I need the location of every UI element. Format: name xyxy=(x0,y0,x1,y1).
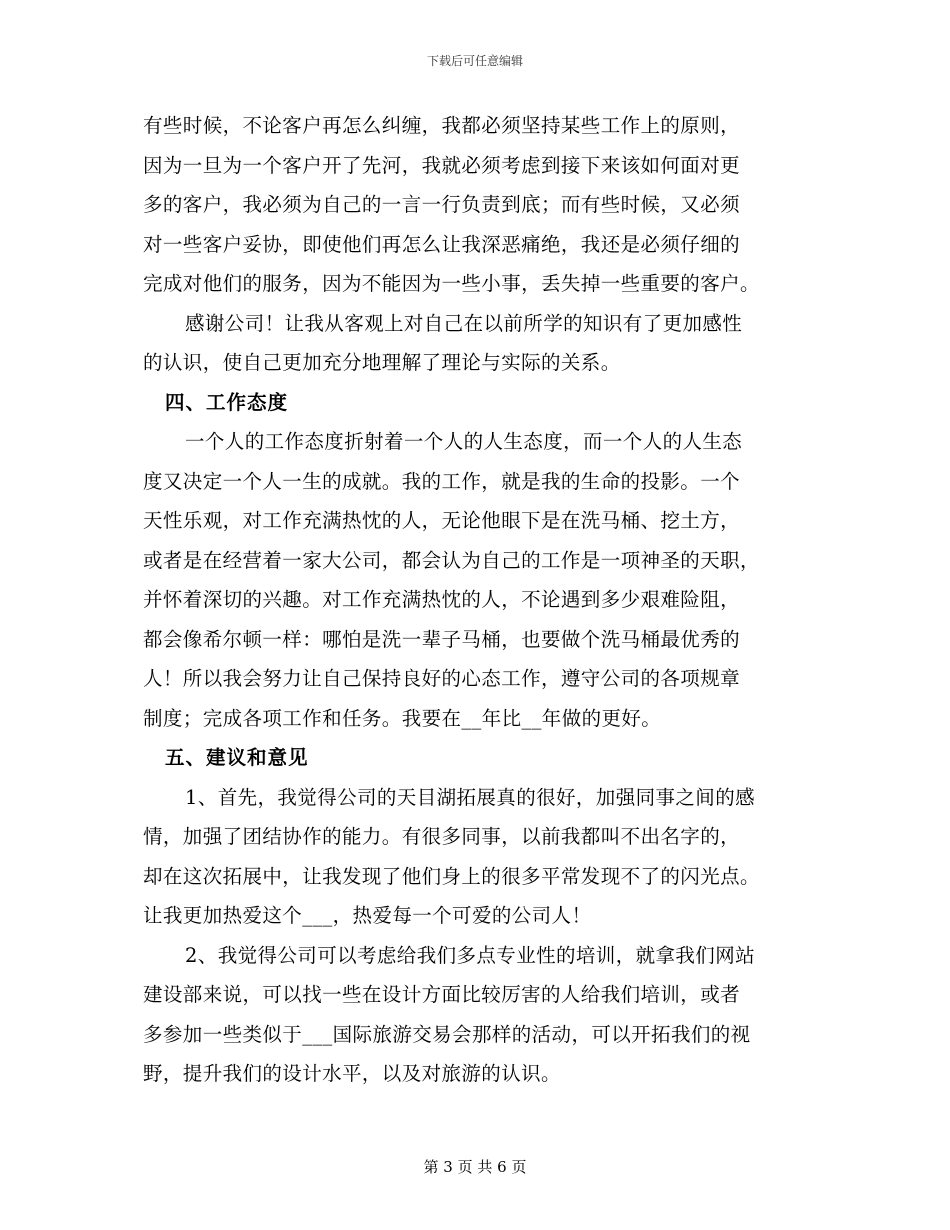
paragraph-line: 多参加一些类似于___国际旅游交易会那样的活动，可以开拓我们的视 xyxy=(143,1022,751,1046)
paragraph-line: 因为一旦为一个客户开了先河，我就必须考虑到接下来该如何面对更 xyxy=(143,153,741,177)
document-body xyxy=(143,106,813,1094)
paragraph-line: 对一些客户妥协，即使他们再怎么让我深恶痛绝，我还是必须仔细的 xyxy=(143,232,741,256)
paragraph-line: 2、我觉得公司可以考虑给我们多点专业性的培训，就拿我们网站 xyxy=(185,943,756,967)
paragraph-line: 有些时候，不论客户再怎么纠缠，我都必须坚持某些工作上的原则， xyxy=(143,114,741,137)
paragraph-line: 人！所以我会努力让自己保持良好的心态工作，遵守公司的各项规章 xyxy=(143,667,741,690)
paragraph-line: 一个人的工作态度折射着一个人的人生态度，而一个人的人生态 xyxy=(185,430,743,453)
page-header: 下载后可任意编辑 xyxy=(426,54,523,68)
paragraph-line: 却在这次拓展中，让我发现了他们身上的很多平常发现不了的闪光点。 xyxy=(143,864,760,888)
paragraph-line: 天性乐观，对工作充满热忱的人，无论他眼下是在洗马桶、挖土方， xyxy=(143,509,741,532)
page-footer: 第 3 页 共 6 页 xyxy=(423,1158,527,1176)
paragraph-line: 完成对他们的服务，因为不能因为一些小事，丢失掉一些重要的客户。 xyxy=(143,272,760,295)
paragraph-line: 都会像希尔顿一样：哪怕是洗一辈子马桶，也要做个洗马桶最优秀的 xyxy=(143,627,741,651)
paragraph-line: 度又决定一个人一生的成就。我的工作，就是我的生命的投影。一个 xyxy=(143,469,741,493)
paragraph-line: 建设部来说，可以找一些在设计方面比较厉害的人给我们培训，或者 xyxy=(143,983,741,1006)
paragraph-line: 并怀着深切的兴趣。对工作充满热忱的人，不论遇到多少艰难险阻， xyxy=(143,588,741,611)
paragraph-line: 制度；完成各项工作和任务。我要在__年比__年做的更好。 xyxy=(143,706,662,730)
paragraph-line: 1、首先，我觉得公司的天目湖拓展真的很好，加强同事之间的感 xyxy=(185,785,756,809)
paragraph-line: 让我更加热爱这个___，热爱每一个可爱的公司人！ xyxy=(143,904,592,927)
section-heading-work-attitude: 四、工作态度 xyxy=(165,390,289,414)
paragraph-line: 野，提升我们的设计水平，以及对旅游的认识。 xyxy=(143,1062,561,1085)
paragraph-line: 或者是在经营着一家大公司，都会认为自己的工作是一项神圣的天职， xyxy=(143,548,760,572)
paragraph-line: 多的客户，我必须为自己的一言一行负责到底；而有些时候，又必须 xyxy=(143,193,741,216)
paragraph-line: 的认识，使自己更加充分地理解了理论与实际的关系。 xyxy=(143,351,621,374)
paragraph-line: 情，加强了团结协作的能力。有很多同事，以前我都叫不出名字的， xyxy=(143,825,741,848)
paragraph-line: 感谢公司！让我从客观上对自己在以前所学的知识有了更加感性 xyxy=(185,311,743,335)
section-heading-suggestions: 五、建议和意见 xyxy=(165,746,309,769)
